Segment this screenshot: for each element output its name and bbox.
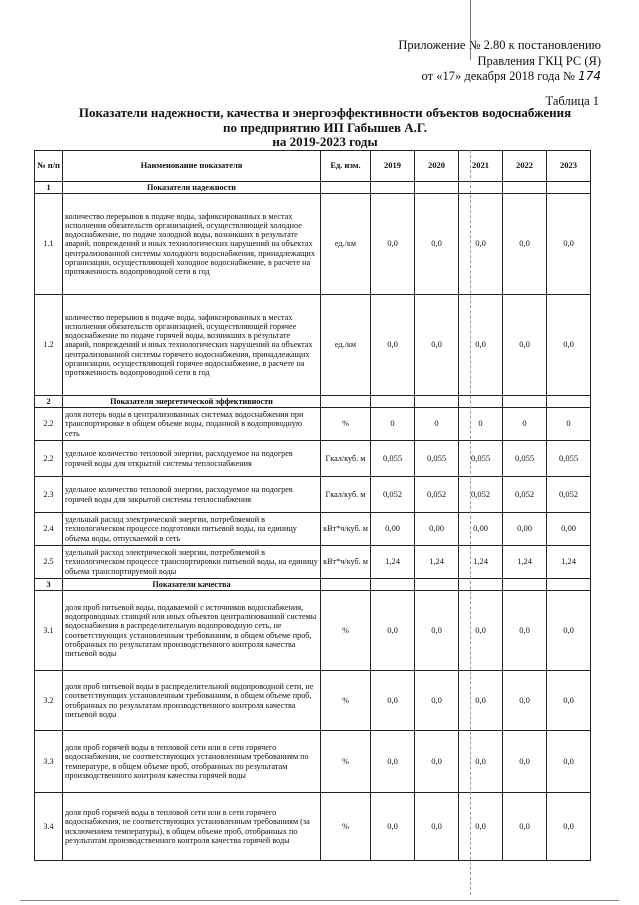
col-2022-header: 2022 xyxy=(503,151,547,182)
row-num: 3.2 xyxy=(35,671,63,731)
row-name: удельное количество тепловой энергии, расходуемое на подогрев горячей воды для закрытой системы теплоснабжения xyxy=(63,477,321,513)
col-2019-header: 2019 xyxy=(371,151,415,182)
col-2020-header: 2020 xyxy=(415,151,459,182)
value-2021: 0,00 xyxy=(459,513,503,546)
decree-date: от «17» декабря 2018 года № xyxy=(421,69,575,83)
title-line-1: Показатели надежности, качества и энергоэффективности объектов водоснабжения xyxy=(78,105,572,120)
section-row xyxy=(35,182,591,194)
section-title: Показатели надежности xyxy=(63,182,321,194)
value-2021: 1,24 xyxy=(459,546,503,579)
value-2020: 0,0 xyxy=(415,731,459,793)
value-2019: 0,0 xyxy=(371,793,415,861)
row-unit: ед./км xyxy=(321,194,371,295)
table-row xyxy=(35,513,591,546)
table-row xyxy=(35,441,591,477)
value-2023: 0,052 xyxy=(547,477,591,513)
value-2019: 0,0 xyxy=(371,591,415,671)
section-row xyxy=(35,579,591,591)
value-2021: 0 xyxy=(459,408,503,441)
section-num: 1 xyxy=(35,182,63,194)
indicators-table xyxy=(34,150,591,861)
value-2019: 0,055 xyxy=(371,441,415,477)
value-2022: 0,0 xyxy=(503,194,547,295)
value-2019: 0,0 xyxy=(371,295,415,396)
value-2023: 0,0 xyxy=(547,671,591,731)
row-name: удельный расход электрической энергии, потребляемой в технологическом процессе транспортировки питьевой воды, на единицу объема транспортируемой воды xyxy=(63,546,321,579)
value-2019: 0 xyxy=(371,408,415,441)
section-num: 2 xyxy=(35,396,63,408)
value-2021: 0,055 xyxy=(459,441,503,477)
row-num: 3.3 xyxy=(35,731,63,793)
row-num: 2.3 xyxy=(35,477,63,513)
value-2020: 0,0 xyxy=(415,591,459,671)
decree-number: 174 xyxy=(578,69,601,83)
row-name: доля проб горячей воды в тепловой сети или в сети горячего водоснабжения, не соответствующих установленным требованиям по температуре, в общем объеме проб, отобранных по результатам производственного контроля качества горячей воды xyxy=(63,731,321,793)
row-num: 3.4 xyxy=(35,793,63,861)
value-2020: 0,055 xyxy=(415,441,459,477)
row-num: 2.4 xyxy=(35,513,63,546)
value-2021: 0,0 xyxy=(459,671,503,731)
document-title xyxy=(40,106,610,150)
table-header-row xyxy=(35,151,591,182)
authority-line: Правления ГКЦ РС (Я) xyxy=(477,53,601,68)
document-header xyxy=(301,38,601,85)
row-name: доля потерь воды в централизованных системах водоснабжения при транспортировке в общем объеме воды, поданной в водопроводную сеть xyxy=(63,408,321,441)
row-name: удельное количество тепловой энергии, расходуемое на подогрев горячей воды для открытой системы теплоснабжения xyxy=(63,441,321,477)
value-2021: 0,0 xyxy=(459,295,503,396)
col-2023-header: 2023 xyxy=(547,151,591,182)
col-unit-header: Ед. изм. xyxy=(321,151,371,182)
title-line-2: по предприятию ИП Габышев А.Г. xyxy=(223,119,427,135)
row-unit: кВт*ч/куб. м xyxy=(321,546,371,579)
value-2019: 0,0 xyxy=(371,194,415,295)
value-2022: 1,24 xyxy=(503,546,547,579)
value-2019: 0,0 xyxy=(371,731,415,793)
row-num: 2.2 xyxy=(35,441,63,477)
value-2023: 1,24 xyxy=(547,546,591,579)
value-2020: 1,24 xyxy=(415,546,459,579)
value-2020: 0,00 xyxy=(415,513,459,546)
row-unit: ед./км xyxy=(321,295,371,396)
value-2023: 0,0 xyxy=(547,591,591,671)
value-2022: 0,0 xyxy=(503,591,547,671)
table-row xyxy=(35,793,591,861)
row-unit: Гкал/куб. м xyxy=(321,441,371,477)
row-unit: кВт*ч/куб. м xyxy=(321,513,371,546)
value-2020: 0,052 xyxy=(415,477,459,513)
table-row xyxy=(35,408,591,441)
value-2020: 0 xyxy=(415,408,459,441)
table-row xyxy=(35,591,591,671)
table-row xyxy=(35,671,591,731)
value-2020: 0,0 xyxy=(415,671,459,731)
value-2021: 0,0 xyxy=(459,194,503,295)
row-name: количество перерывов в подаче воды, зафиксированных в местах исполнения обязательств организацией, осуществляющей холодное водоснабжение, по подаче холодной воды, возникших в результате аварий, повреждений и иных технологических нарушений на объектах централизованной системы холодного водоснабжения, принадлежащих организации, осуществляющей холодное водоснабжение, в расчете на протяженность водопроводной сети в год xyxy=(63,194,321,295)
table-row xyxy=(35,546,591,579)
value-2022: 0,0 xyxy=(503,671,547,731)
row-name: количество перерывов в подаче воды, зафиксированных в местах исполнения обязательств организацией, осуществляющей горячее водоснабжение по подаче горячей воды, возникших в результате аварий, повреждений и иных технологических нарушений на объектах централизованной системы горячего водоснабжения, принадлежащих организации, осуществляющей горячее водоснабжение, в расчете на протяженность водопроводной сети в год xyxy=(63,295,321,396)
row-name: доля проб горячей воды в тепловой сети или в сети горячего водоснабжения, не соответствующих установленным требованиям (за исключением температуры), в общем объеме проб, отобранных по результатам производственного контроля качества горячей воды xyxy=(63,793,321,861)
value-2021: 0,0 xyxy=(459,731,503,793)
value-2020: 0,0 xyxy=(415,194,459,295)
row-num: 2.2 xyxy=(35,408,63,441)
value-2023: 0,0 xyxy=(547,731,591,793)
value-2022: 0,0 xyxy=(503,295,547,396)
value-2023: 0,0 xyxy=(547,295,591,396)
row-name: удельный расход электрической энергии, потребляемой в технологическом процессе подготовки питьевой воды, на единицу объема воды, отпускаемой в сеть xyxy=(63,513,321,546)
row-name: доля проб питьевой воды в распределительной водопроводной сети, не соответствующих установленным требованиям, в общем объеме проб, отобранных по результатам производственного контроля качества питьевой воды xyxy=(63,671,321,731)
row-unit: % xyxy=(321,793,371,861)
table-row xyxy=(35,194,591,295)
row-name: доля проб питьевой воды, подаваемой с источников водоснабжения, водопроводных станций или иных объектов централизованной системы водоснабжения в распределительную водопроводную сеть, не соответствующих установленным требованиям, в общем объеме проб, отобранных по результатам производственного контроля качества питьевой воды xyxy=(63,591,321,671)
value-2023: 0,0 xyxy=(547,793,591,861)
title-line-3: на 2019-2023 годы xyxy=(272,134,378,149)
decree-line xyxy=(301,69,601,85)
value-2022: 0,052 xyxy=(503,477,547,513)
table-label: Таблица 1 xyxy=(545,94,599,108)
table-row xyxy=(35,731,591,793)
value-2022: 0,0 xyxy=(503,793,547,861)
col-name-header: Наименование показателя xyxy=(63,151,321,182)
appendix-line: Приложение № 2.80 к постановлению xyxy=(398,38,601,52)
value-2022: 0,0 xyxy=(503,731,547,793)
value-2019: 1,24 xyxy=(371,546,415,579)
value-2019: 0,0 xyxy=(371,671,415,731)
value-2019: 0,00 xyxy=(371,513,415,546)
value-2022: 0,00 xyxy=(503,513,547,546)
value-2023: 0 xyxy=(547,408,591,441)
value-2021: 0,0 xyxy=(459,793,503,861)
row-unit: Гкал/куб. м xyxy=(321,477,371,513)
scan-fold-line xyxy=(470,0,471,60)
row-unit: % xyxy=(321,671,371,731)
row-unit: % xyxy=(321,731,371,793)
value-2020: 0,0 xyxy=(415,295,459,396)
scan-fold-line xyxy=(470,150,471,895)
section-num: 3 xyxy=(35,579,63,591)
row-num: 1.2 xyxy=(35,295,63,396)
value-2021: 0,052 xyxy=(459,477,503,513)
value-2020: 0,0 xyxy=(415,793,459,861)
value-2019: 0,052 xyxy=(371,477,415,513)
row-unit: % xyxy=(321,408,371,441)
row-num: 3.1 xyxy=(35,591,63,671)
scan-edge-line xyxy=(20,900,619,901)
value-2023: 0,00 xyxy=(547,513,591,546)
col-2021-header: 2021 xyxy=(459,151,503,182)
section-title: Показатели качества xyxy=(63,579,321,591)
value-2023: 0,055 xyxy=(547,441,591,477)
row-num: 2.5 xyxy=(35,546,63,579)
value-2023: 0,0 xyxy=(547,194,591,295)
table-row xyxy=(35,477,591,513)
section-row xyxy=(35,396,591,408)
row-num: 1.1 xyxy=(35,194,63,295)
row-unit: % xyxy=(321,591,371,671)
value-2022: 0,055 xyxy=(503,441,547,477)
section-title: Показатели энергетической эффективности xyxy=(63,396,321,408)
value-2021: 0,0 xyxy=(459,591,503,671)
value-2022: 0 xyxy=(503,408,547,441)
col-num-header: № п/п xyxy=(35,151,63,182)
table-row xyxy=(35,295,591,396)
